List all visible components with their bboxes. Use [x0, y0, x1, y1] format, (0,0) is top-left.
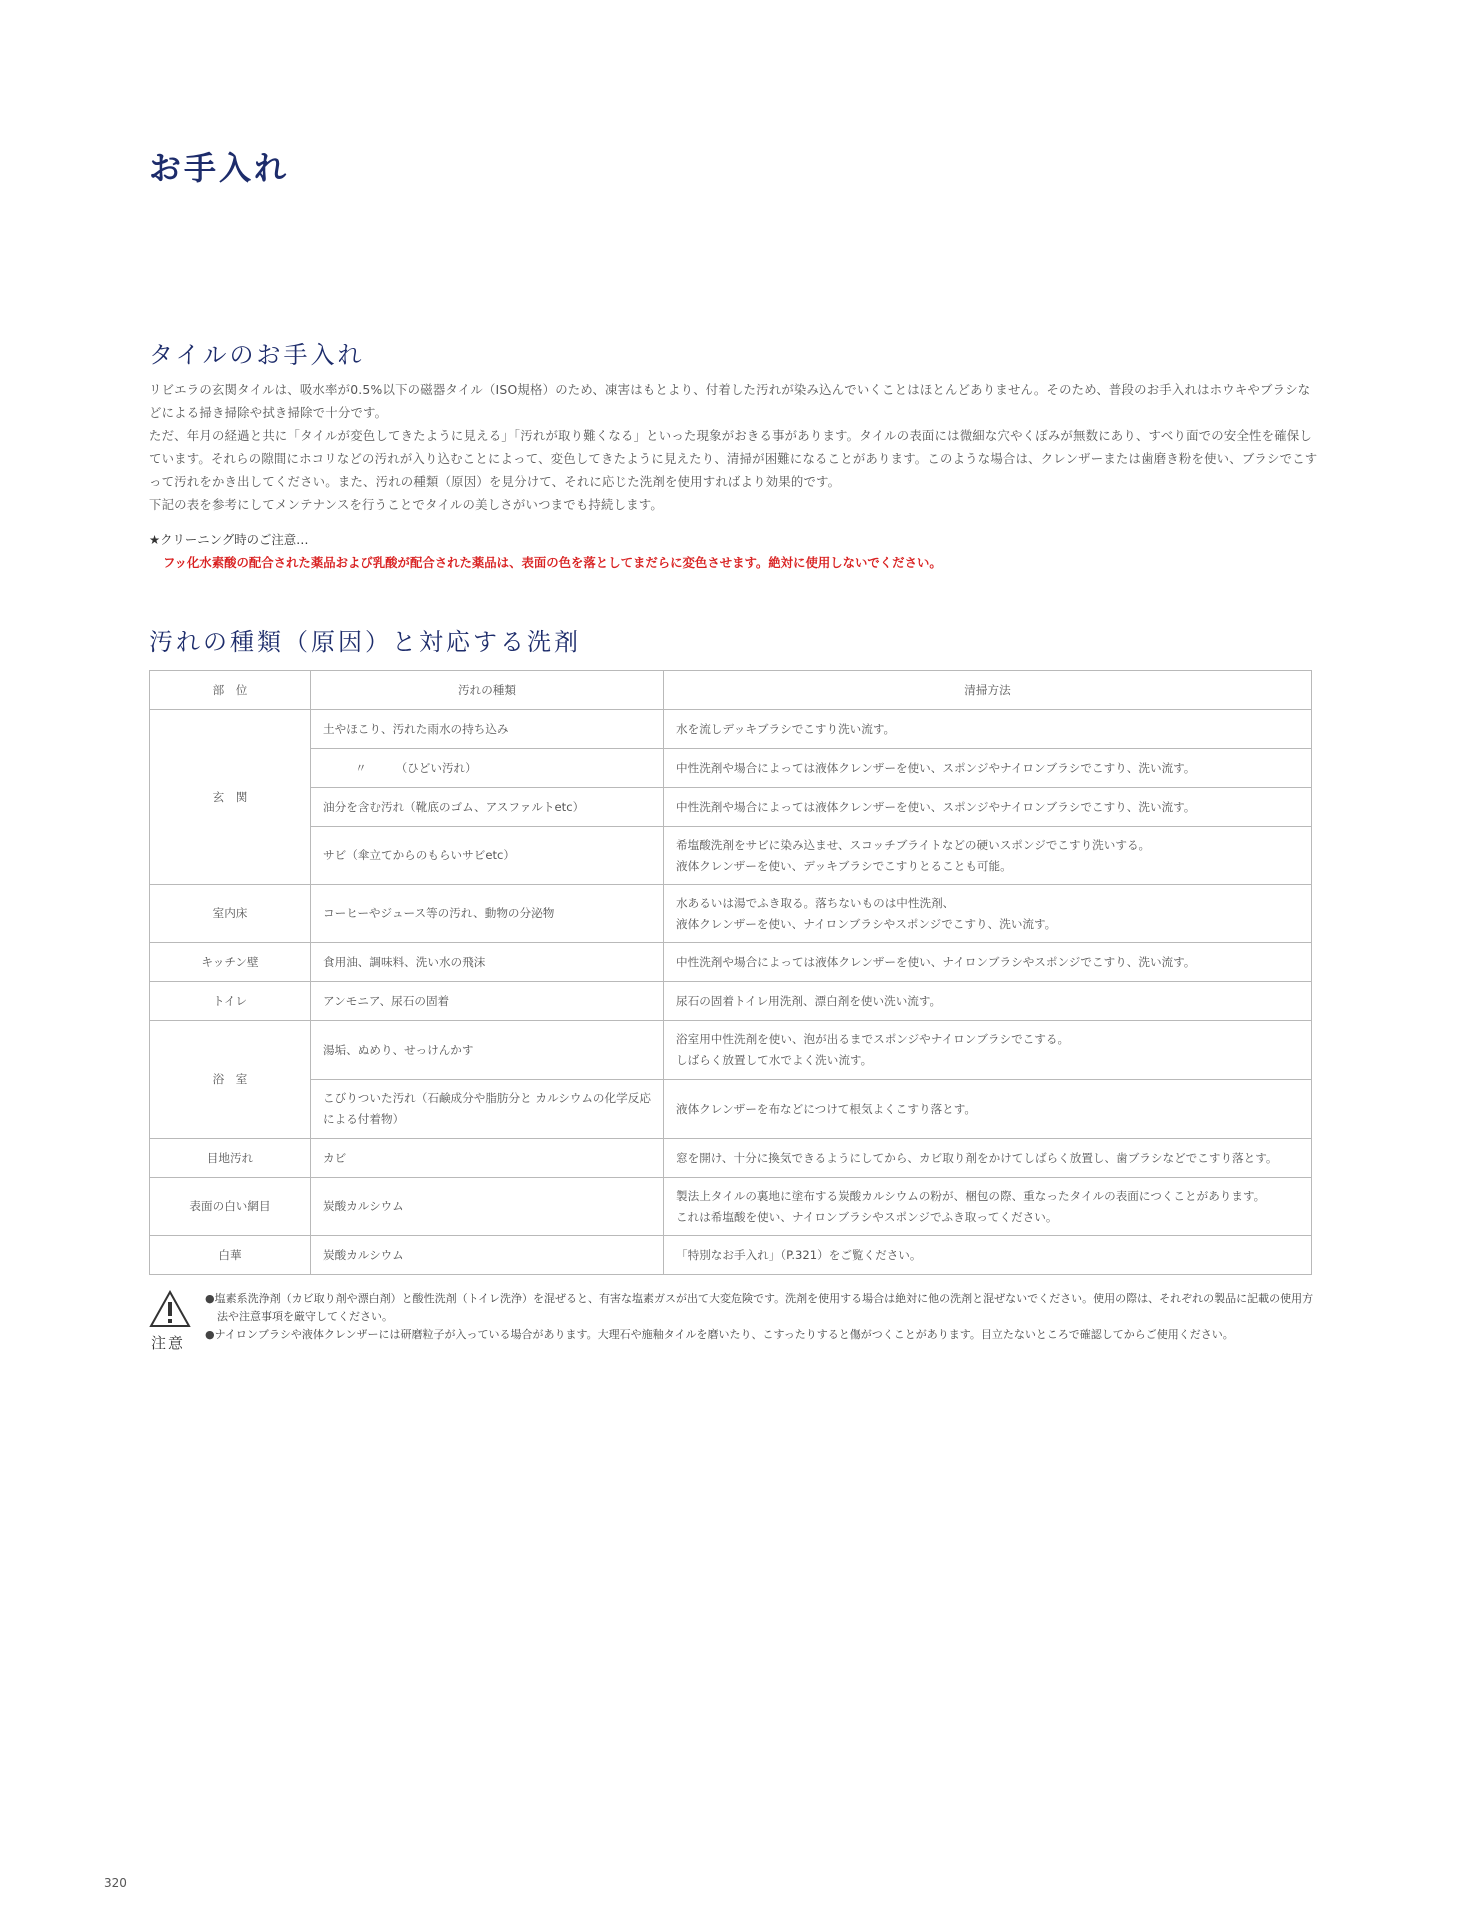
intro-paragraph: 下記の表を参考にしてメンテナンスを行うことでタイルの美しさがいつまでも持続します。 — [149, 497, 663, 512]
table-row — [150, 982, 1312, 1021]
method-cell — [664, 943, 1312, 982]
method-cell — [664, 1236, 1312, 1275]
area-cell: 玄 関 — [150, 710, 311, 885]
method-cell — [664, 1178, 1312, 1236]
method-line: 液体クレンザーを使い、ナイロンブラシやスポンジでこすり、洗い流す。 — [676, 916, 1057, 931]
caution-label: 注意 — [151, 1334, 186, 1352]
method-line: 尿石の固着トイレ用洗剤、漂白剤を使い洗い流す。 — [676, 993, 942, 1008]
method-line: 中性洗剤や場合によっては液体クレンザーを使い、ナイロンブラシやスポンジでこすり、洗い流す。 — [676, 954, 1196, 969]
table-row — [150, 1080, 1312, 1139]
column-header-area: 部 位 — [150, 671, 311, 710]
table-row — [150, 1178, 1312, 1236]
method-cell — [664, 982, 1312, 1021]
area-cell: キッチン壁 — [150, 943, 311, 982]
method-line: 水あるいは湯でふき取る。落ちないものは中性洗剤、 — [676, 895, 955, 910]
method-cell — [664, 1080, 1312, 1139]
stain-type-cell: 炭酸カルシウム — [311, 1178, 664, 1236]
table-row — [150, 943, 1312, 982]
caution-item: ●塩素系洗浄剤（カビ取り剤や漂白剤）と酸性洗剤（トイレ洗浄）を混ぜると、有害な塩素ガスが出て大変危険です。洗剤を使用する場合は絶対に他の洗剤と混ぜないでください。使用の際は、それぞれの製品に記載の使用方法や注意事項を厳守してください。 — [205, 1292, 1314, 1323]
method-line: 中性洗剤や場合によっては液体クレンザーを使い、スポンジやナイロンブラシでこすり、洗い流す。 — [676, 799, 1196, 814]
method-cell — [664, 749, 1312, 788]
method-cell — [664, 827, 1312, 885]
area-cell: トイレ — [150, 982, 311, 1021]
caution-list — [205, 1290, 1315, 1344]
method-cell — [664, 788, 1312, 827]
stain-type-cell: 〃 （ひどい汚れ） — [311, 749, 664, 788]
method-line: 水を流しデッキブラシでこすり洗い流す。 — [676, 721, 896, 736]
table-row — [150, 885, 1312, 943]
stain-type-cell: 炭酸カルシウム — [311, 1236, 664, 1275]
stain-type-cell: 湯垢、ぬめり、せっけんかす — [311, 1021, 664, 1080]
method-line: 窓を開け、十分に換気できるようにしてから、カビ取り剤をかけてしばらく放置し、歯ブラシなどでこすり落とす。 — [676, 1150, 1278, 1165]
cleaning-notice-heading: ★クリーニング時のご注意… — [149, 532, 309, 547]
table-row — [150, 1236, 1312, 1275]
method-cell — [664, 1139, 1312, 1178]
method-cell — [664, 710, 1312, 749]
area-cell: 表面の白い網目 — [150, 1178, 311, 1236]
intro-text — [149, 378, 1319, 516]
column-header-stain-type: 汚れの種類 — [311, 671, 664, 710]
table-row — [150, 749, 1312, 788]
intro-paragraph: ただ、年月の経過と共に「タイルが変色してきたように見える」「汚れが取り難くなる」といった現象がおきる事があります。タイルの表面には微細な穴やくぼみが無数にあり、すべり面での安全性を確保しています。それらの隙間にホコリなどの汚れが入り込むことによって、変色してきたように見えたり、清掃が困難になることがあります。このような場合は、クレンザーまたは歯磨き粉を使い、ブラシでこすって汚れをかき出してください。また、汚れの種類（原因）を見分けて、それに応じた洗剤を使用すればより効果的です。 — [149, 428, 1318, 489]
method-line: これは希塩酸を使い、ナイロンブラシやスポンジでふき取ってください。 — [676, 1209, 1058, 1224]
table-row — [150, 710, 1312, 749]
caution-item: ●ナイロンブラシや液体クレンザーには研磨粒子が入っている場合があります。大理石や施釉タイルを磨いたり、こすったりすると傷がつくことがあります。目立たないところで確認してからご使用ください。 — [205, 1328, 1234, 1341]
stain-type-cell: 土やほこり、汚れた雨水の持ち込み — [311, 710, 664, 749]
stain-type-cell: 油分を含む汚れ（靴底のゴム、アスファルトetc） — [311, 788, 664, 827]
method-line: 希塩酸洗剤をサビに染み込ませ、スコッチブライトなどの硬いスポンジでこすり洗いする。 — [676, 837, 1151, 852]
stain-type-cell: サビ（傘立てからのもらいサビetc） — [311, 827, 664, 885]
table-row — [150, 788, 1312, 827]
area-cell: 室内床 — [150, 885, 311, 943]
warning-triangle-icon — [149, 1290, 191, 1328]
column-header-cleaning-method: 清掃方法 — [664, 671, 1312, 710]
table-row — [150, 827, 1312, 885]
table-row — [150, 1139, 1312, 1178]
stain-type-cell: こびりついた汚れ（石鹸成分や脂肪分と カルシウムの化学反応による付着物） — [311, 1080, 664, 1139]
area-cell: 浴 室 — [150, 1021, 311, 1139]
area-cell: 白華 — [150, 1236, 311, 1275]
method-cell — [664, 885, 1312, 943]
caution-block — [149, 1290, 1319, 1350]
stain-type-cell: 食用油、調味料、洗い水の飛沫 — [311, 943, 664, 982]
page-title: お手入れ — [149, 149, 290, 187]
method-line: 製法上タイルの裏地に塗布する炭酸カルシウムの粉が、梱包の際、重なったタイルの表面につくことがあります。 — [676, 1188, 1266, 1203]
method-line: 液体クレンザーを使い、デッキブラシでこすりとることも可能。 — [676, 858, 1012, 873]
cleaning-table — [149, 670, 1312, 1275]
stain-type-cell: コーヒーやジュース等の汚れ、動物の分泌物 — [311, 885, 664, 943]
section-heading-stain-types: 汚れの種類（原因）と対応する洗剤 — [149, 628, 581, 656]
method-line: 「特別なお手入れ」（P.321）をご覧ください。 — [676, 1247, 922, 1262]
cleaning-notice-warning: フッ化水素酸の配合された薬品および乳酸が配合された薬品は、表面の色を落としてまだらに変色させます。絶対に使用しないでください。 — [163, 555, 942, 570]
method-line: 液体クレンザーを布などにつけて根気よくこすり落とす。 — [676, 1101, 976, 1116]
method-line: 中性洗剤や場合によっては液体クレンザーを使い、スポンジやナイロンブラシでこすり、洗い流す。 — [676, 760, 1196, 775]
area-cell: 目地汚れ — [150, 1139, 311, 1178]
method-line: しばらく放置して水でよく洗い流す。 — [676, 1053, 873, 1067]
stain-type-cell: カビ — [311, 1139, 664, 1178]
intro-paragraph: リビエラの玄関タイルは、吸水率が0.5%以下の磁器タイル（ISO規格）のため、凍害はもとより、付着した汚れが染み込んでいくことはほとんどありません。そのため、普段のお手入れはホウキやブラシなどによる掃き掃除や拭き掃除で十分です。 — [149, 382, 1311, 420]
table-header-row — [150, 671, 1312, 710]
method-cell — [664, 1021, 1312, 1080]
section-heading-tile-care: タイルのお手入れ — [149, 341, 365, 369]
page-number: 320 — [104, 1876, 127, 1890]
method-line: 浴室用中性洗剤を使い、泡が出るまでスポンジやナイロンブラシでこする。 — [676, 1032, 1070, 1046]
table-row — [150, 1021, 1312, 1080]
stain-type-cell: アンモニア、尿石の固着 — [311, 982, 664, 1021]
